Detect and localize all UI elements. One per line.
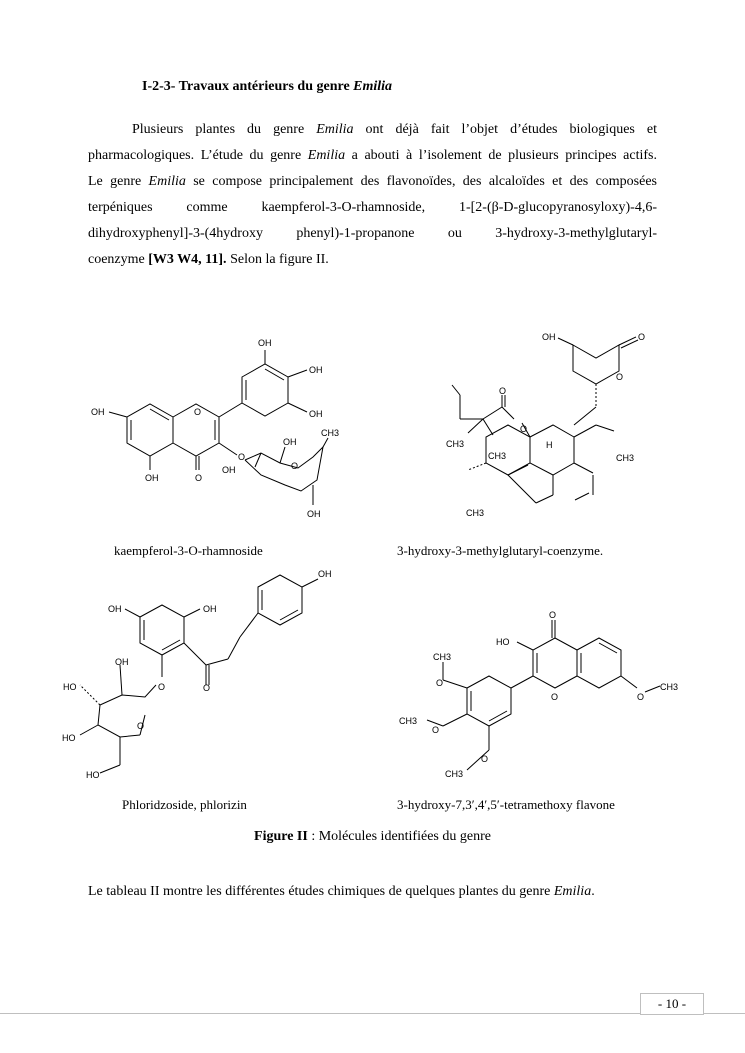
label-o: O (520, 424, 528, 434)
label-o: O (137, 721, 145, 731)
label-ho: HO (63, 682, 77, 692)
label-o: O (291, 461, 299, 471)
paragraph-line: dihydroxyphenyl]-3-(4hydroxy phenyl)-1-propanone ou 3-hydroxy-3-methylglutaryl- (88, 226, 657, 241)
figure-caption: Figure II : Molécules identifiées du genre (254, 829, 491, 844)
label-o: O (481, 754, 489, 764)
table-intro-text: Le tableau II montre les différentes études chimiques de quelques plantes du genre Emilia. (88, 884, 595, 899)
label-o: O (194, 407, 202, 417)
label-ch3: CH3 (488, 451, 507, 461)
label-h: H (546, 440, 553, 450)
caption-flavone: 3-hydroxy-7,3′,4′,5′-tetramethoxy flavone (397, 797, 615, 812)
structure-phlorizin (60, 565, 340, 785)
label-oh: OH (309, 409, 323, 419)
kaempferol-structure-drawing (85, 335, 355, 525)
label-o: O (203, 683, 211, 693)
label-o: O (549, 610, 557, 620)
label-oh: OH (307, 509, 321, 519)
reference-citation: [W3 W4, 11]. (148, 252, 227, 267)
caption-kaempferol: kaempferol-3-O-rhamnoside (114, 543, 263, 558)
label-ho: HO (86, 770, 100, 780)
label-o: O (432, 725, 440, 735)
flavone-structure-drawing (395, 600, 685, 785)
label-o: O (616, 372, 624, 382)
label-ch3: CH3 (321, 428, 340, 438)
label-o: O (499, 386, 507, 396)
label-oh: OH (542, 332, 556, 342)
label-ch3: CH3 (446, 439, 465, 449)
label-oh: OH (145, 473, 159, 483)
paragraph-line: coenzyme [W3 W4, 11]. Selon la figure II. (88, 252, 329, 267)
page-number: - 10 - (640, 993, 704, 1015)
paragraph-line: Plusieurs plantes du genre Emilia ont déjà fait l’objet d’études biologiques et (132, 122, 657, 137)
label-o: O (195, 473, 203, 483)
paragraph-line: terpéniques comme kaempferol-3-O-rhamnoside, 1-[2-(β-D-glucopyranosyloxy)-4,6- (88, 200, 657, 215)
label-oh: OH (108, 604, 122, 614)
caption-hmg-coenzyme: 3-hydroxy-3-methylglutaryl-coenzyme. (397, 543, 604, 558)
label-ch3: CH3 (445, 769, 464, 779)
caption-phlorizin: Phloridzoside, phlorizin (122, 797, 247, 812)
structure-kaempferol (85, 335, 355, 525)
label-ch3: CH3 (616, 453, 635, 463)
label-oh: OH (222, 465, 236, 475)
label-oh: OH (203, 604, 217, 614)
label-oh: OH (309, 365, 323, 375)
label-o: O (637, 692, 645, 702)
label-o: O (638, 332, 646, 342)
label-oh: OH (283, 437, 297, 447)
label-ho: HO (496, 637, 510, 647)
label-ch3: CH3 (399, 716, 418, 726)
label-oh: OH (91, 407, 105, 417)
label-o: O (238, 452, 246, 462)
label-ho: HO (62, 733, 76, 743)
section-heading: I-2-3- Travaux antérieurs du genre Emilia (142, 79, 393, 94)
hmg-structure-drawing (438, 325, 678, 525)
footer-rule (0, 1013, 745, 1014)
label-o: O (158, 682, 166, 692)
label-ch3: CH3 (660, 682, 679, 692)
paragraph-line: Le genre Emilia se compose principalement des flavonoïdes, des alcaloïdes et des composées (88, 174, 658, 189)
label-o: O (436, 678, 444, 688)
structure-hmg-coenzyme (438, 325, 678, 525)
phlorizin-structure-drawing (60, 565, 340, 785)
label-oh: OH (115, 657, 129, 667)
label-ch3: CH3 (466, 508, 485, 518)
structure-flavone (395, 600, 685, 785)
label-oh: OH (258, 338, 272, 348)
label-ch3: CH3 (433, 652, 452, 662)
paragraph-line: pharmacologiques. L’étude du genre Emilia a abouti à l’isolement de plusieurs principes actifs. (88, 148, 657, 163)
label-o: O (551, 692, 559, 702)
label-oh: OH (318, 569, 332, 579)
body-paragraph (88, 117, 657, 273)
